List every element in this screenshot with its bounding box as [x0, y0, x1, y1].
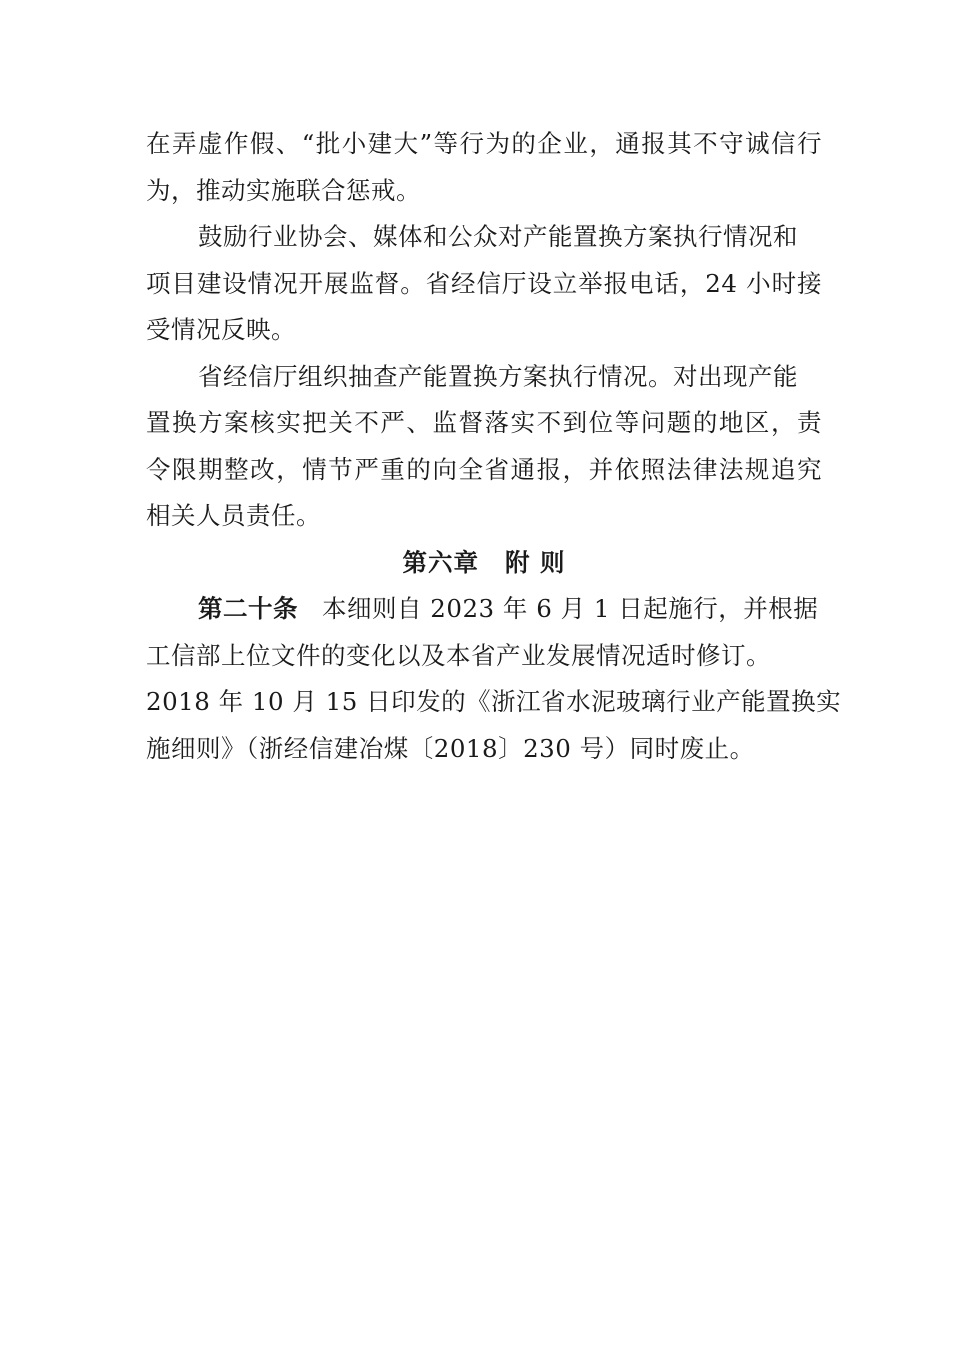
- text-line: 2018 年 10 月 15 日印发的《浙江省水泥玻璃行业产能置换实: [146, 687, 842, 716]
- text-line: 为，推动实施联合惩戒。: [146, 175, 421, 205]
- text-line: 令限期整改，情节严重的向全省通报，并依照法律法规追究: [146, 454, 822, 484]
- chapter-number: 第六章: [402, 547, 479, 577]
- article-text: 本细则自 2023 年 6 月 1 日起施行，并根据: [322, 594, 819, 623]
- article-20: [146, 586, 842, 772]
- article-first-line: [146, 586, 822, 633]
- document-body: [146, 121, 842, 772]
- text-line: 省经信厅组织抽查产能置换方案执行情况。对出现产能: [198, 361, 798, 391]
- text-line: 项目建设情况开展监督。省经信厅设立举报电话，24 小时接: [146, 268, 822, 298]
- paragraph-public-supervision: [146, 214, 822, 354]
- text-line: 受情况反映。: [146, 315, 296, 344]
- text-line: 鼓励行业协会、媒体和公众对产能置换方案执行情况和: [198, 222, 798, 251]
- chapter-title: 附 则: [504, 547, 566, 577]
- text-line: 在弄虚作假、“批小建大”等行为的企业，通报其不守诚信行: [146, 129, 822, 158]
- text-line: 相关人员责任。: [146, 501, 321, 530]
- paragraph-credit-punishment: [146, 121, 822, 214]
- text-line: 工信部上位文件的变化以及本省产业发展情况适时修订。: [146, 640, 771, 670]
- text-line: 置换方案核实把关不严、监督落实不到位等问题的地区，责: [146, 408, 822, 437]
- article-number: 第二十条: [198, 594, 298, 623]
- paragraph-spot-check: [146, 354, 822, 540]
- chapter-heading: [146, 540, 822, 587]
- text-line: 施细则》（浙经信建冶煤〔2018〕230 号）同时废止。: [146, 733, 755, 763]
